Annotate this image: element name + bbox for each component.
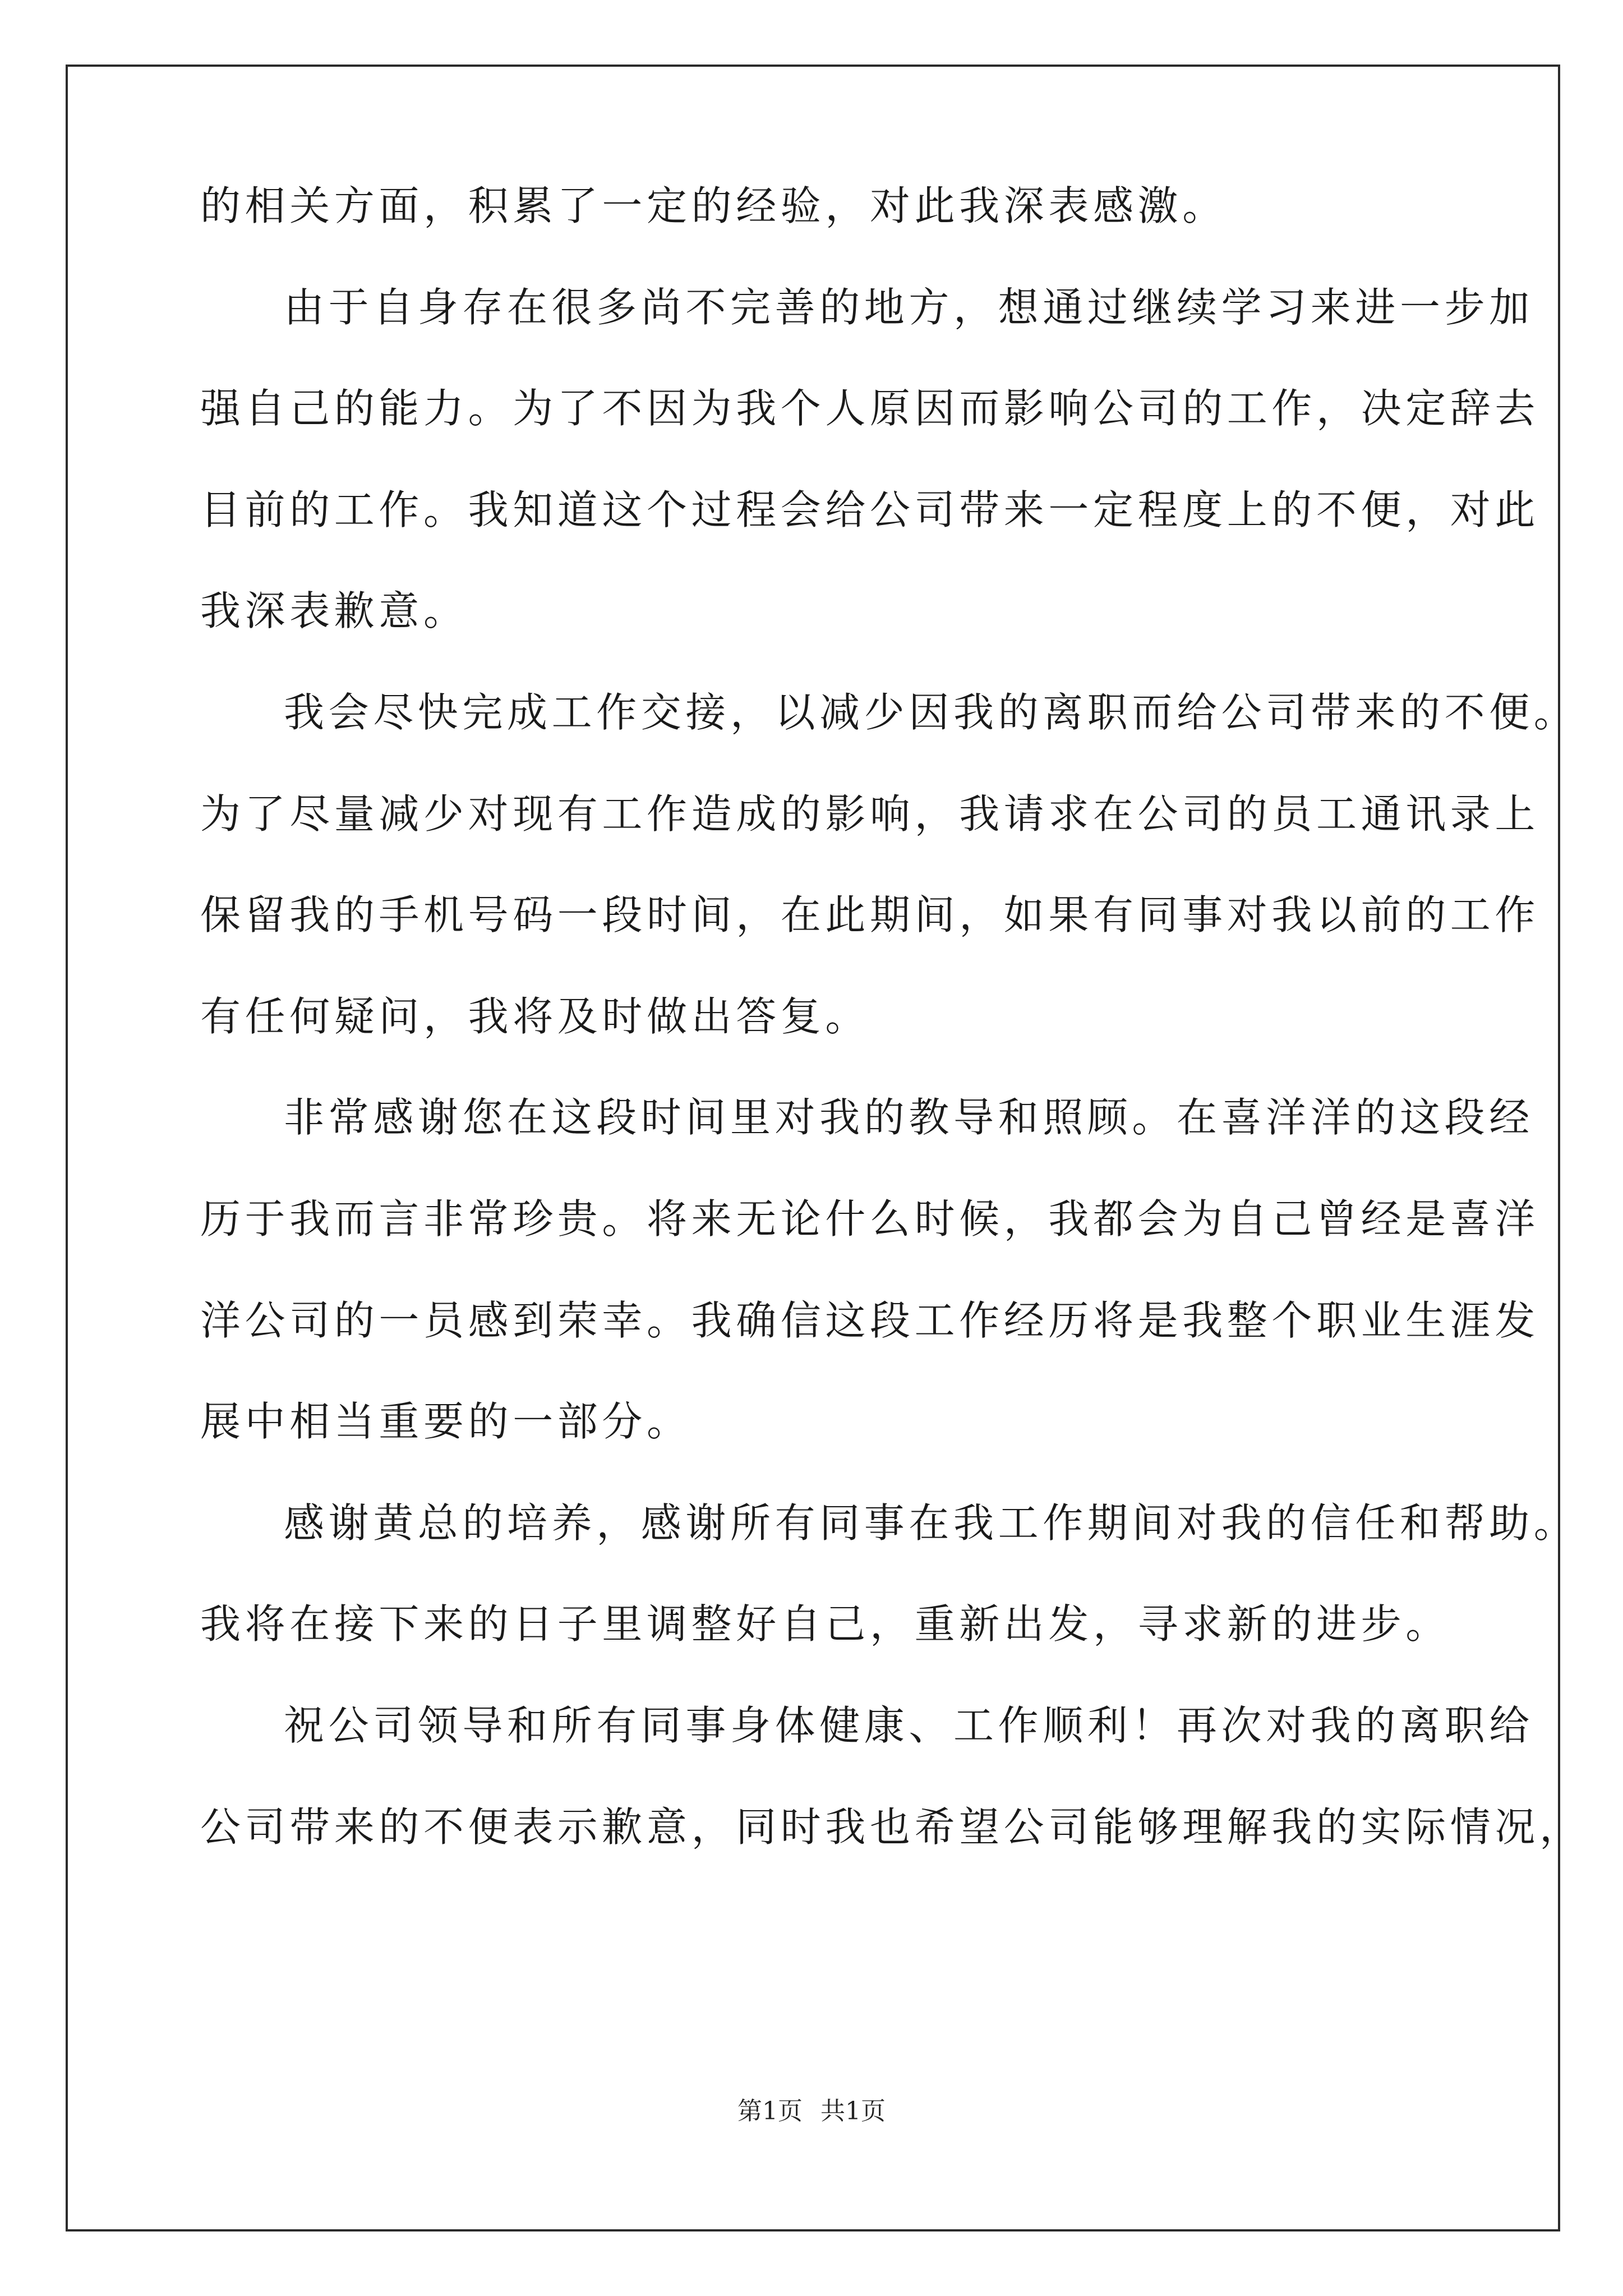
- line-text: 洋公司的一员感到荣幸。我确信这段工作经历将是我整个职业生涯发: [200, 1296, 1540, 1344]
- line-text: 我将在接下来的日子里调整好自己，重新出发，寻求新的进步。: [200, 1600, 1450, 1648]
- line-text: 历于我而言非常珍贵。将来无论什么时候，我都会为自己曾经是喜洋: [200, 1195, 1540, 1243]
- line-text: 保留我的手机号码一段时间，在此期间，如果有同事对我以前的工作: [200, 891, 1540, 939]
- line-text: 非常感谢您在这段时间里对我的教导和照顾。在喜洋洋的这段经: [284, 1094, 1534, 1142]
- line-text: 我深表歉意。: [200, 587, 468, 635]
- line-text: 公司带来的不便表示歉意，同时我也希望公司能够理解我的实际情况，: [200, 1803, 1584, 1851]
- line-text: 展中相当重要的一部分。: [200, 1398, 691, 1446]
- line-text: 的相关方面，积累了一定的经验，对此我深表感激。: [200, 182, 1227, 229]
- line-text: 目前的工作。我知道这个过程会给公司带来一定程度上的不便，对此: [200, 486, 1540, 533]
- line-text: 有任何疑问，我将及时做出答复。: [200, 992, 870, 1040]
- page-number-footer: 第1页 共1页: [737, 2097, 886, 2125]
- line-text: 强自己的能力。为了不因为我个人原因而影响公司的工作，决定辞去: [200, 385, 1540, 432]
- line-text: 祝公司领导和所有同事身体健康、工作顺利！再次对我的离职给: [284, 1701, 1534, 1749]
- line-text: 我会尽快完成工作交接，以减少因我的离职而给公司带来的不便。: [284, 688, 1579, 736]
- text-line: [200, 1803, 1584, 1929]
- line-text: 为了尽量减少对现有工作造成的影响，我请求在公司的员工通讯录上: [200, 790, 1540, 838]
- line-text: 由于自身存在很多尚不完善的地方，想通过继续学习来进一步加: [284, 283, 1534, 331]
- letter-body: [200, 182, 1584, 1928]
- line-text: 感谢黄总的培养，感谢所有同事在我工作期间对我的信任和帮助。: [284, 1499, 1579, 1547]
